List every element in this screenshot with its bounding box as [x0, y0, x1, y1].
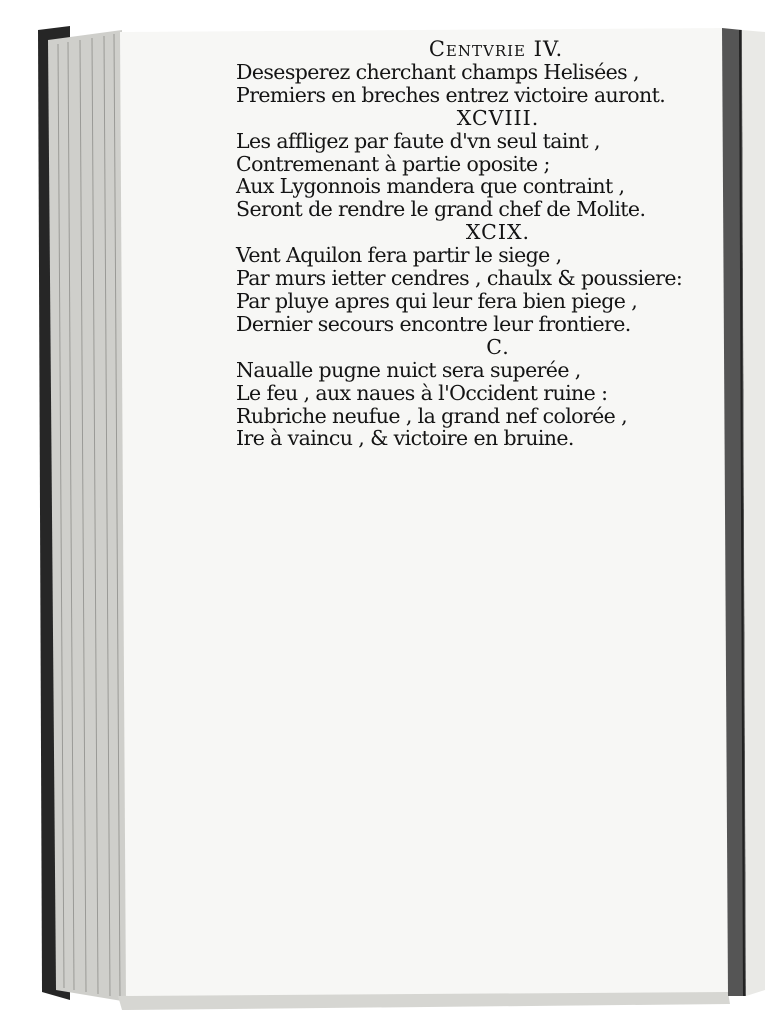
verse-line: Le feu , aux naues à l'Occident ruine :: [236, 380, 608, 405]
verse-line: Ire à vaincu , & victoire en bruine.: [236, 426, 574, 451]
quatrain-numeral: C.: [486, 334, 510, 359]
verse-line: Par pluye apres qui leur fera bien piege ,: [236, 288, 638, 313]
verse-line: Contremenant à partie oposite ;: [236, 151, 550, 176]
page-text: [236, 38, 716, 450]
quatrain: [236, 130, 716, 222]
verse-line: Naualle pugne nuict sera superée ,: [236, 357, 581, 382]
verse-line: Vent Aquilon fera partir le siege ,: [236, 243, 562, 268]
quatrain-numeral: XCVIII.: [456, 105, 540, 130]
verse-line: Par murs ietter cendres , chaulx & poussiere:: [236, 266, 683, 291]
quatrain: [236, 359, 716, 451]
quatrain: [236, 244, 716, 336]
verse-line: Les affligez par faute d'vn seul taint ,: [236, 128, 600, 153]
running-head: Centvrie IV.: [428, 37, 564, 61]
page-edges-stack: [48, 30, 128, 1002]
verse-line: Dernier secours encontre leur frontiere.: [236, 311, 631, 336]
verse-line: Aux Lygonnois mandera que contraint ,: [236, 174, 625, 199]
quatrain-numeral: XCIX.: [465, 220, 531, 245]
verse-line: Desesperez cherchant champs Helisées ,: [236, 59, 639, 84]
right-page-edge: [742, 30, 765, 996]
verse-line: Premiers en breches entrez victoire auront.: [236, 82, 666, 107]
verse-line: Rubriche neufue , la grand nef colorée ,: [236, 403, 627, 428]
verse-line: Seront de rendre le grand chef de Molite.: [236, 197, 646, 222]
opening-lines: [236, 61, 716, 107]
